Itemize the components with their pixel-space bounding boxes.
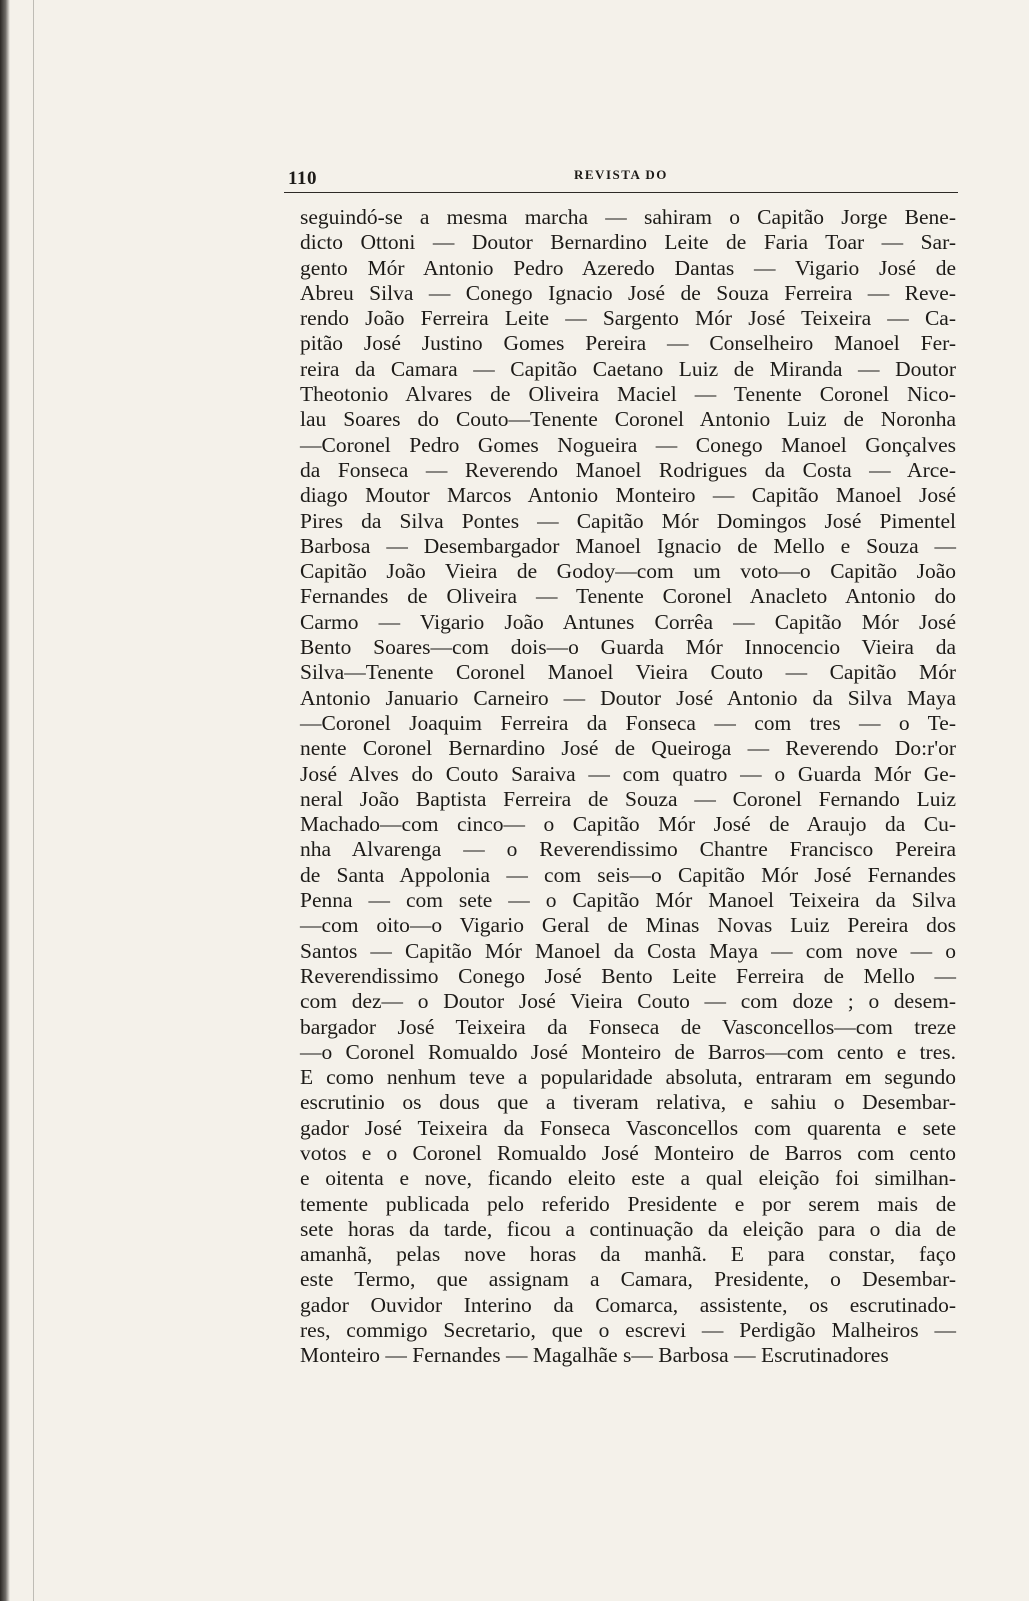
- text-line: gador José Teixeira da Fonseca Vasconcellos com quarenta e sete: [300, 1115, 956, 1140]
- running-head: REVISTA DO: [574, 167, 668, 182]
- text-line: votos e o Coronel Romualdo José Monteiro de Barros com cento: [300, 1140, 956, 1165]
- page-gutter-line: [33, 0, 34, 1601]
- text-line: Theotonio Alvares de Oliveira Maciel — Tenente Coronel Nico-: [300, 382, 956, 407]
- text-line: Machado—com cinco— o Capitão Mór José de Araujo da Cu-: [300, 812, 956, 837]
- text-line: temente publicada pelo referido Presidente e por serem mais de: [300, 1191, 956, 1216]
- text-line: Fernandes de Oliveira — Tenente Coronel Anacleto Antonio do: [300, 584, 956, 609]
- text-line: nha Alvarenga — o Reverendissimo Chantre Francisco Pereira: [300, 837, 956, 862]
- text-line: nente Coronel Bernardino José de Queiroga — Reverendo Do:r'or: [300, 736, 956, 761]
- text-line: Capitão João Vieira de Godoy—com um voto—o Capitão João: [300, 559, 956, 584]
- text-line: Bento Soares—com dois—o Guarda Mór Innocencio Vieira da: [300, 635, 956, 660]
- text-line: Pires da Silva Pontes — Capitão Mór Domingos José Pimentel: [300, 508, 956, 533]
- page-header: [284, 164, 958, 193]
- text-line: neral João Baptista Ferreira de Souza — Coronel Fernando Luiz: [300, 786, 956, 811]
- text-line: Carmo — Vigario João Antunes Corrêa — Capitão Mór José: [300, 609, 956, 634]
- text-line: lau Soares do Couto—Tenente Coronel Antonio Luiz de Noronha: [300, 407, 956, 432]
- text-line: amanhã, pelas nove horas da manhã. E para constar, faço: [300, 1242, 956, 1267]
- text-line: Santos — Capitão Mór Manoel da Costa Maya — com nove — o: [300, 938, 956, 963]
- text-line: sete horas da tarde, ficou a continuação da eleição para o dia de: [300, 1216, 956, 1241]
- text-line: E como nenhum teve a popularidade absoluta, entraram em segundo: [300, 1065, 956, 1090]
- text-line: este Termo, que assignam a Camara, Presidente, o Desembar-: [300, 1267, 956, 1292]
- text-line: gento Mór Antonio Pedro Azeredo Dantas — Vigario José de: [300, 255, 956, 280]
- text-line: Antonio Januario Carneiro — Doutor José Antonio da Silva Maya: [300, 685, 956, 710]
- text-line: José Alves do Couto Saraiva — com quatro — o Guarda Mór Ge-: [300, 761, 956, 786]
- text-line: gador Ouvidor Interino da Comarca, assistente, os escrutinado-: [300, 1292, 956, 1317]
- text-line: bargador José Teixeira da Fonseca de Vasconcellos—com treze: [300, 1014, 956, 1039]
- text-line: Penna — com sete — o Capitão Mór Manoel Teixeira da Silva: [300, 888, 956, 913]
- text-line: de Santa Appolonia — com seis—o Capitão Mór José Fernandes: [300, 862, 956, 887]
- text-line: reira da Camara — Capitão Caetano Luiz de Miranda — Doutor: [300, 356, 956, 381]
- text-line: Monteiro — Fernandes — Magalhãe s— Barbosa — Escrutinadores: [300, 1343, 889, 1368]
- text-line: Reverendissimo Conego José Bento Leite Ferreira de Mello —: [300, 963, 956, 988]
- text-line: com dez— o Doutor José Vieira Couto — com doze ; o desem-: [300, 989, 956, 1014]
- text-line: escrutinio os dous que a tiveram relativa, e sahiu o Desembar-: [300, 1090, 956, 1115]
- text-line: —com oito—o Vigario Geral de Minas Novas Luiz Pereira dos: [300, 913, 956, 938]
- text-line: Silva—Tenente Coronel Manoel Vieira Couto — Capitão Mór: [300, 660, 956, 685]
- body-text: [300, 205, 956, 1369]
- text-line: e oitenta e nove, ficando eleito este a qual eleição foi similhan-: [300, 1166, 956, 1191]
- text-line: rendo João Ferreira Leite — Sargento Mór José Teixeira — Ca-: [300, 306, 956, 331]
- text-line: —o Coronel Romualdo José Monteiro de Barros—com cento e tres.: [300, 1039, 956, 1064]
- text-line: —Coronel Pedro Gomes Nogueira — Conego Manoel Gonçalves: [300, 432, 956, 457]
- text-line: pitão José Justino Gomes Pereira — Conselheiro Manoel Fer-: [300, 331, 956, 356]
- text-line: Abreu Silva — Conego Ignacio José de Souza Ferreira — Reve-: [300, 280, 956, 305]
- text-line: seguindó-se a mesma marcha — sahiram o Capitão Jorge Bene-: [300, 205, 956, 229]
- text-line: res, commigo Secretario, que o escrevi — Perdigão Malheiros —: [300, 1318, 956, 1343]
- page-number: 110: [288, 168, 317, 189]
- text-line: diago Moutor Marcos Antonio Monteiro — Capitão Manoel José: [300, 483, 956, 508]
- text-line: —Coronel Joaquim Ferreira da Fonseca — com tres — o Te-: [300, 710, 956, 735]
- text-line: dicto Ottoni — Doutor Bernardino Leite de Faria Toar — Sar-: [300, 230, 956, 255]
- text-line: da Fonseca — Reverendo Manoel Rodrigues da Costa — Arce-: [300, 457, 956, 482]
- page-binding-edge: [0, 0, 10, 1601]
- text-line: Barbosa — Desembargador Manoel Ignacio de Mello e Souza —: [300, 533, 956, 558]
